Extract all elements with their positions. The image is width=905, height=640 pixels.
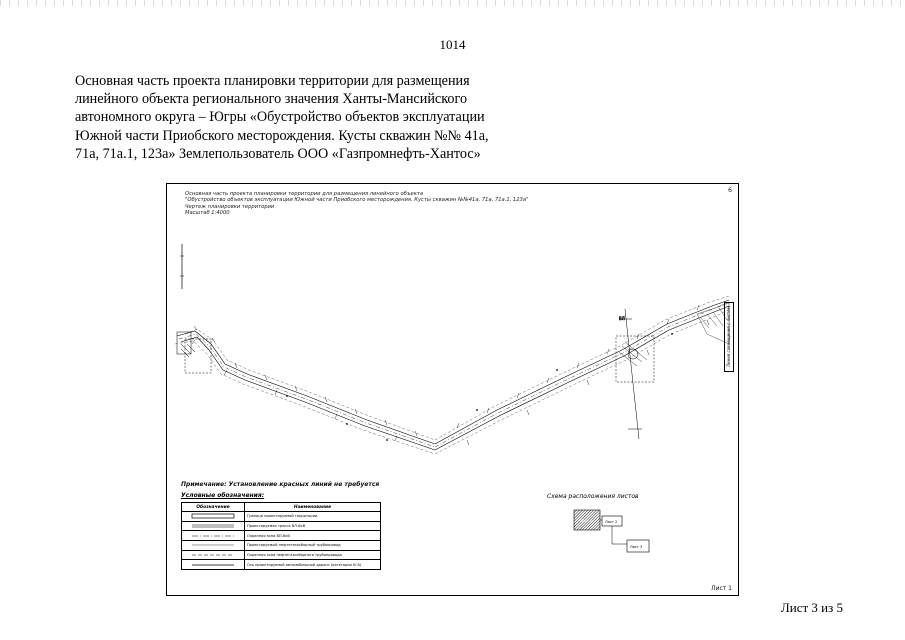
legend-label: Охранная зона нефтегазосборного трубопровода [245,550,381,560]
legend-row [182,521,381,531]
drawing-header-line: Масштаб 1:4000 [185,209,230,216]
title-line: Южной части Приобского месторождения. Кусты скважин №№ 41а, [75,127,489,144]
legend-row [182,531,381,541]
title-line: линейного объекта регионального значения Ханты-Мансийского [75,91,468,108]
legend-header: Наименование [245,503,381,512]
legend-symbol-dashed [182,550,245,560]
title-line: Основная часть проекта планировки территории для размещения [75,73,470,89]
drawing-header-line: Чертеж планировки территории [185,203,275,210]
legend-row [182,541,381,551]
legend-row [182,560,381,570]
legend-symbol-double [182,521,245,531]
match-line-stamp: Линия совмещения с листом [724,302,734,372]
planning-drawing-sheet [166,183,739,596]
scheme-label: Лист 1 [580,519,593,523]
legend-label: Проектируемая трасса ВЛ-6кВ [245,521,381,531]
legend-row [182,550,381,560]
legend-label: Ось проектируемой автомобильной дороги (категория IV-Б) [245,560,381,570]
svg-text:ВЛ: ВЛ [619,316,625,321]
sheet-layout-title: Схема расположения листов [547,493,639,500]
legend-label: Проектируемый нефтегазосборный трубопровод [245,541,381,551]
legend-label: Граница проектируемой территории [245,512,381,522]
scheme-label: Лист 2 [605,520,618,524]
drawing-header-line: Основная часть проекта планировки территории для размещения линейного объекта [185,191,424,197]
scan-artifact [0,0,905,6]
legend-symbol-boundary [182,512,245,522]
sheet-counter: Лист 3 из 5 [780,600,843,615]
drawing-header-line: "Обустройство объектов эксплуатации Южной части Приобского месторождения. Кусты скважин №№41а, 71а, 71а.1, 123а" [185,197,529,204]
legend-label: Охранная зона ВЛ-6кВ [245,531,381,541]
page-number: 1014 [439,37,466,52]
legend-row [182,512,381,522]
legend-header: Обозначение [182,503,245,512]
legend-symbol-thin [182,541,245,551]
drawing-header [185,191,685,216]
drawing-note: Примечание: Установление красных линий не требуется [181,481,380,488]
crossing-node [616,309,654,439]
legend-symbol-dashdot [182,531,245,541]
drawing-sheet-number: 6 [728,187,732,194]
title-line: 71а, 71а.1, 123а» Землепользователь ООО «Газпромнефть-Хантос» [75,145,481,162]
scheme-label: Лист 3 [630,545,643,549]
route-markers [286,333,673,441]
legend-title: Условные обозначения: [181,492,265,499]
route-corridor [175,296,729,454]
document-title [75,72,545,163]
legend-symbol-single [182,560,245,570]
legend-table [181,502,381,570]
legend-header-row [182,503,381,512]
sheet-layout-scheme [572,506,662,556]
drawing-sheet-label: Лист 1 [711,585,732,592]
title-line: автономного округа – Югры «Обустройство объектов эксплуатации [75,109,485,126]
